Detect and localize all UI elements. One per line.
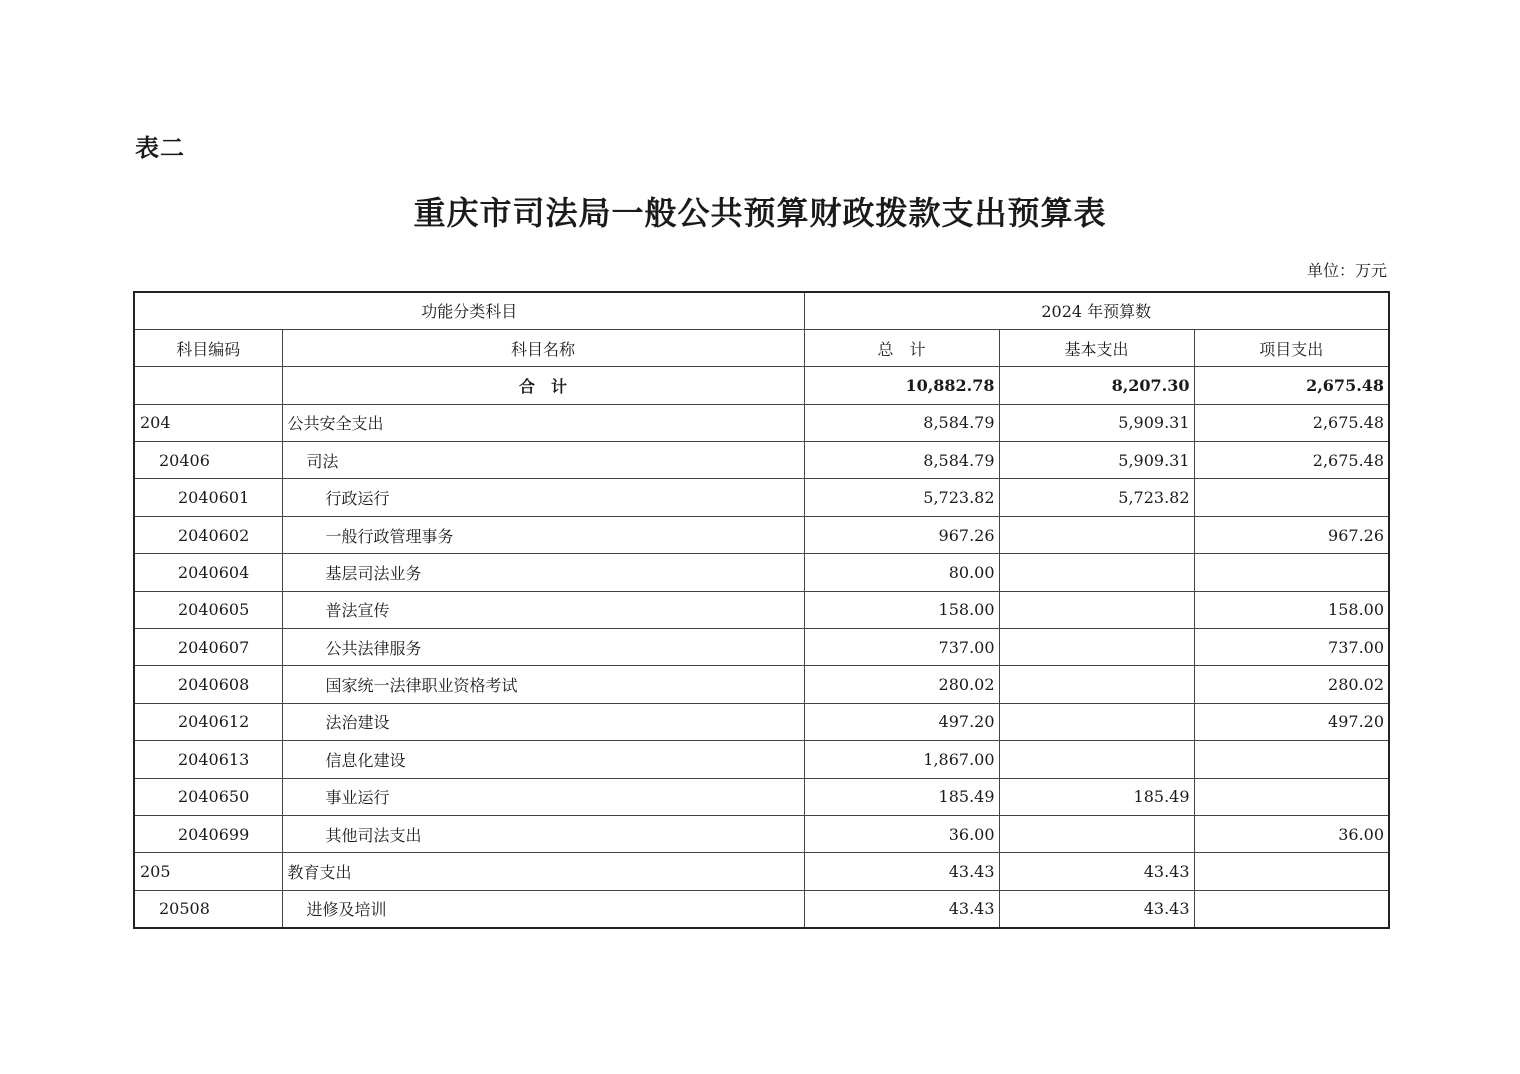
project-cell: 36.00	[1194, 815, 1389, 852]
table-row	[134, 890, 1389, 927]
code-cell: 2040601	[134, 479, 282, 516]
col-header-project: 项目支出	[1194, 329, 1389, 366]
name-cell: 信息化建设	[282, 741, 804, 778]
basic-cell: 43.43	[999, 890, 1194, 927]
basic-cell	[999, 629, 1194, 666]
name-cell: 教育支出	[282, 853, 804, 890]
project-cell	[1194, 778, 1389, 815]
code-cell: 2040650	[134, 778, 282, 815]
name-cell: 一般行政管理事务	[282, 516, 804, 553]
total-row	[134, 367, 1389, 404]
basic-cell	[999, 815, 1194, 852]
total-cell: 8,584.79	[804, 404, 999, 441]
table-row	[134, 591, 1389, 628]
total-cell: 43.43	[804, 853, 999, 890]
basic-cell	[999, 516, 1194, 553]
table-row	[134, 741, 1389, 778]
total-cell: 737.00	[804, 629, 999, 666]
group-header-row	[134, 292, 1389, 329]
project-cell: 497.20	[1194, 703, 1389, 740]
project-cell: 2,675.48	[1194, 442, 1389, 479]
name-cell: 行政运行	[282, 479, 804, 516]
total-cell: 8,584.79	[804, 442, 999, 479]
document-title: 重庆市司法局一般公共预算财政拨款支出预算表	[413, 194, 1107, 232]
name-cell: 其他司法支出	[282, 815, 804, 852]
code-cell: 20508	[134, 890, 282, 927]
total-cell: 497.20	[804, 703, 999, 740]
basic-cell	[999, 554, 1194, 591]
total-basic-amount: 8,207.30	[999, 367, 1194, 404]
code-cell: 2040604	[134, 554, 282, 591]
column-header-row	[134, 329, 1389, 366]
table-row	[134, 815, 1389, 852]
code-cell: 2040612	[134, 703, 282, 740]
name-cell: 国家统一法律职业资格考试	[282, 666, 804, 703]
total-label: 合 计	[282, 367, 804, 404]
table-number-label: 表二	[135, 134, 185, 162]
name-cell: 事业运行	[282, 778, 804, 815]
col-header-total: 总 计	[804, 329, 999, 366]
basic-cell: 43.43	[999, 853, 1194, 890]
project-cell: 737.00	[1194, 629, 1389, 666]
table-row	[134, 853, 1389, 890]
project-cell	[1194, 741, 1389, 778]
basic-cell: 185.49	[999, 778, 1194, 815]
code-cell: 204	[134, 404, 282, 441]
code-cell: 2040605	[134, 591, 282, 628]
table-row	[134, 778, 1389, 815]
table-row	[134, 404, 1389, 441]
total-cell: 5,723.82	[804, 479, 999, 516]
basic-cell: 5,909.31	[999, 404, 1194, 441]
code-cell: 2040613	[134, 741, 282, 778]
total-cell: 80.00	[804, 554, 999, 591]
project-cell: 2,675.48	[1194, 404, 1389, 441]
table-row	[134, 442, 1389, 479]
name-cell: 公共安全支出	[282, 404, 804, 441]
unit-label: 单位：万元	[1306, 261, 1387, 280]
basic-cell	[999, 666, 1194, 703]
total-cell: 280.02	[804, 666, 999, 703]
code-cell: 2040602	[134, 516, 282, 553]
name-cell: 法治建设	[282, 703, 804, 740]
code-cell: 205	[134, 853, 282, 890]
total-amount: 10,882.78	[804, 367, 999, 404]
name-cell: 基层司法业务	[282, 554, 804, 591]
col-header-name: 科目名称	[282, 329, 804, 366]
name-cell: 进修及培训	[282, 890, 804, 927]
total-cell: 43.43	[804, 890, 999, 927]
project-cell	[1194, 853, 1389, 890]
table-row	[134, 479, 1389, 516]
total-cell: 1,867.00	[804, 741, 999, 778]
table-row	[134, 516, 1389, 553]
total-cell: 158.00	[804, 591, 999, 628]
total-cell: 185.49	[804, 778, 999, 815]
table-row	[134, 629, 1389, 666]
table-row	[134, 703, 1389, 740]
basic-cell	[999, 703, 1194, 740]
basic-cell	[999, 591, 1194, 628]
project-cell: 967.26	[1194, 516, 1389, 553]
name-cell: 普法宣传	[282, 591, 804, 628]
year-budget-header: 2024 年预算数	[804, 292, 1389, 329]
name-cell: 司法	[282, 442, 804, 479]
budget-table	[133, 291, 1390, 929]
code-cell: 2040608	[134, 666, 282, 703]
total-cell: 967.26	[804, 516, 999, 553]
total-code-cell	[134, 367, 282, 404]
code-cell: 2040607	[134, 629, 282, 666]
total-project-amount: 2,675.48	[1194, 367, 1389, 404]
project-cell	[1194, 554, 1389, 591]
total-cell: 36.00	[804, 815, 999, 852]
basic-cell	[999, 741, 1194, 778]
col-header-basic: 基本支出	[999, 329, 1194, 366]
project-cell: 280.02	[1194, 666, 1389, 703]
project-cell	[1194, 479, 1389, 516]
basic-cell: 5,909.31	[999, 442, 1194, 479]
table-row	[134, 554, 1389, 591]
table-row	[134, 666, 1389, 703]
project-cell: 158.00	[1194, 591, 1389, 628]
project-cell	[1194, 890, 1389, 927]
name-cell: 公共法律服务	[282, 629, 804, 666]
functional-classification-header: 功能分类科目	[134, 292, 804, 329]
basic-cell: 5,723.82	[999, 479, 1194, 516]
col-header-code: 科目编码	[134, 329, 282, 366]
code-cell: 20406	[134, 442, 282, 479]
code-cell: 2040699	[134, 815, 282, 852]
